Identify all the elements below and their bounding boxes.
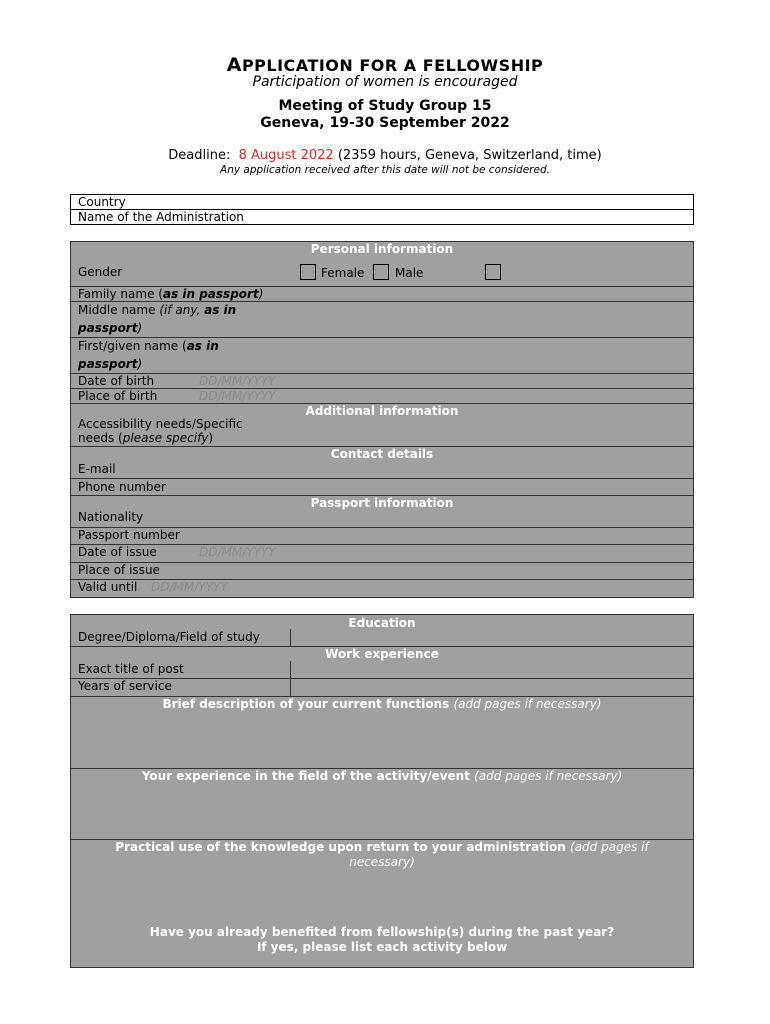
post-title-input[interactable] [291, 661, 693, 678]
gender-label: Gender [78, 265, 123, 279]
administration-box [70, 194, 694, 225]
valid-until-label: Valid until [78, 580, 138, 594]
current-functions-question[interactable]: Brief description of your current functions (add pages if necessary) [162, 697, 602, 711]
pob-input[interactable]: DD/MM/YYYY [199, 389, 276, 403]
passport-info-heading: Passport information [310, 496, 454, 510]
degree-input[interactable] [291, 629, 693, 646]
degree-label: Degree/Diploma/Field of study [78, 630, 260, 644]
education-work-panel [70, 614, 694, 968]
post-title-label: Exact title of post [78, 662, 184, 676]
deadline-date: 8 August 2022 [238, 148, 334, 163]
nationality-field[interactable]: Nationality [78, 510, 144, 524]
form-title: APPLICATION FOR A FELLOWSHIP [226, 54, 544, 76]
issue-date-input[interactable]: DD/MM/YYYY [199, 545, 276, 559]
past-fellowship-question: Have you already benefited from fellowship(s) during the past year? If yes, please list each activity below [149, 925, 615, 954]
male-checkbox[interactable] [373, 264, 389, 280]
country-field[interactable]: Country [78, 195, 126, 209]
field-experience-question[interactable]: Your experience in the field of the activity/event (add pages if necessary) [141, 769, 623, 783]
valid-until-input[interactable]: DD/MM/YYYY [151, 580, 228, 594]
meeting-info: Meeting of Study Group 15 Geneva, 19-30 September 2022 [260, 98, 510, 131]
education-heading: Education [348, 616, 416, 630]
years-service-input[interactable] [291, 679, 693, 696]
family-name-field[interactable]: Family name (as in passport) [78, 287, 264, 301]
practical-use-question[interactable]: Practical use of the knowledge upon return to your administration (add pages if necessary) [115, 840, 649, 869]
additional-info-heading: Additional information [305, 404, 459, 418]
deadline: Deadline: 8 August 2022 (2359 hours, Geneva, Switzerland, time) [168, 148, 602, 163]
email-field[interactable]: E-mail [78, 462, 116, 476]
personal-info-panel [70, 241, 694, 598]
work-experience-heading: Work experience [325, 647, 439, 661]
first-name-field[interactable]: First/given name (as in passport) [78, 339, 219, 371]
middle-name-field[interactable]: Middle name (if any, as in passport) [78, 303, 237, 335]
administration-field[interactable]: Name of the Administration [78, 210, 244, 224]
female-checkbox[interactable] [300, 264, 316, 280]
phone-field[interactable]: Phone number [78, 480, 166, 494]
other-checkbox[interactable] [485, 264, 501, 280]
years-service-label: Years of service [78, 679, 172, 693]
form-subtitle: Participation of women is encouraged [252, 74, 518, 90]
dob-input[interactable]: DD/MM/YYYY [199, 374, 276, 388]
female-label: Female [321, 266, 365, 280]
issue-date-label: Date of issue [78, 545, 157, 559]
passport-number-field[interactable]: Passport number [78, 528, 180, 542]
male-label: Male [395, 266, 424, 280]
pob-label: Place of birth [78, 389, 158, 403]
accessibility-needs-field[interactable]: Accessibility needs/Specific needs (please specify) [78, 417, 243, 445]
contact-details-heading: Contact details [330, 447, 434, 461]
issue-place-field[interactable]: Place of issue [78, 563, 160, 577]
personal-info-heading: Personal information [310, 242, 454, 256]
deadline-note: Any application received after this date will not be considered. [220, 164, 550, 176]
dob-label: Date of birth [78, 374, 155, 388]
